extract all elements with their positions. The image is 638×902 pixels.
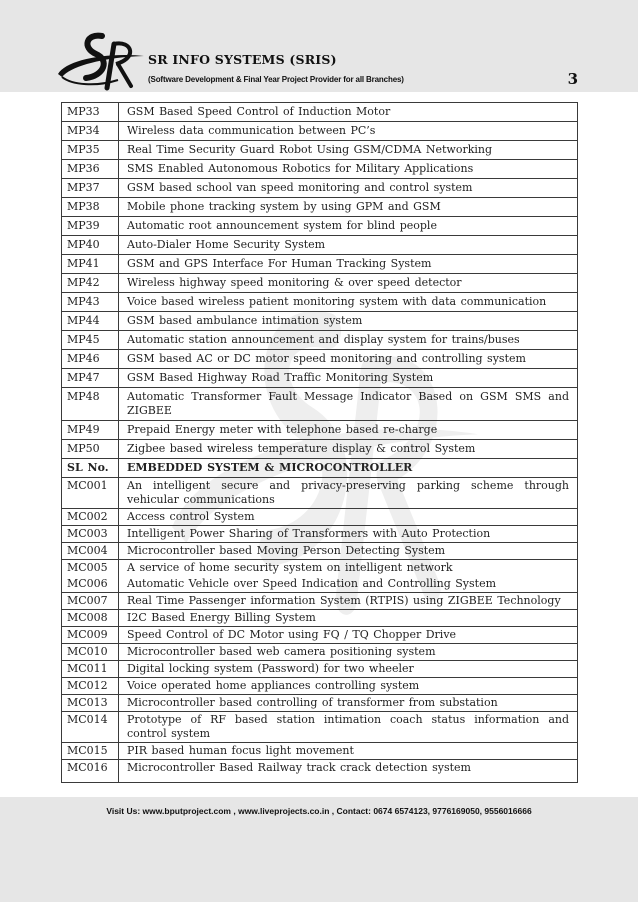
table-row <box>62 678 578 695</box>
table-row <box>62 141 578 160</box>
project-code: MC005 <box>62 560 119 577</box>
project-title: Prototype of RF based station intimation coach status information and control system <box>119 712 578 743</box>
project-code: MP50 <box>62 440 119 459</box>
table-row <box>62 312 578 331</box>
project-code: MP38 <box>62 198 119 217</box>
table-row <box>62 293 578 312</box>
project-title: Auto-Dialer Home Security System <box>119 236 578 255</box>
company-logo <box>56 30 146 92</box>
table-row <box>62 743 578 760</box>
page-number: 3 <box>567 70 578 88</box>
project-title: GSM based ambulance intimation system <box>119 312 578 331</box>
project-code: MP36 <box>62 160 119 179</box>
table-row <box>62 103 578 122</box>
project-code: MC015 <box>62 743 119 760</box>
table-row <box>62 526 578 543</box>
projects-table <box>61 102 578 783</box>
project-title: Real Time Passenger information System (RTPIS) using ZIGBEE Technology <box>119 593 578 610</box>
project-title: GSM based school van speed monitoring and control system <box>119 179 578 198</box>
project-title: Wireless highway speed monitoring & over speed detector <box>119 274 578 293</box>
project-code: MC013 <box>62 695 119 712</box>
project-title: Microcontroller based controlling of transformer from substation <box>119 695 578 712</box>
project-code: MC011 <box>62 661 119 678</box>
project-code: MP33 <box>62 103 119 122</box>
table-row <box>62 627 578 644</box>
project-code: MP41 <box>62 255 119 274</box>
table-row <box>62 695 578 712</box>
project-code: SL No. <box>62 459 119 478</box>
table-row <box>62 509 578 526</box>
project-code: MC016 <box>62 760 119 783</box>
project-title: GSM Based Speed Control of Induction Motor <box>119 103 578 122</box>
table-row <box>62 610 578 627</box>
project-title: Automatic Transformer Fault Message Indicator Based on GSM SMS and ZIGBEE <box>119 388 578 421</box>
project-code: MC009 <box>62 627 119 644</box>
project-title: Intelligent Power Sharing of Transformers with Auto Protection <box>119 526 578 543</box>
project-code: MC004 <box>62 543 119 560</box>
project-code: MC012 <box>62 678 119 695</box>
project-title: Automatic Vehicle over Speed Indication and Controlling System <box>119 576 578 593</box>
table-row <box>62 369 578 388</box>
project-code: MC001 <box>62 478 119 509</box>
project-code: MC007 <box>62 593 119 610</box>
table-row <box>62 576 578 593</box>
project-title: Microcontroller based web camera positioning system <box>119 644 578 661</box>
projects-table-body <box>62 103 578 783</box>
project-code: MP34 <box>62 122 119 141</box>
table-row <box>62 331 578 350</box>
project-title: Speed Control of DC Motor using FQ / TQ Chopper Drive <box>119 627 578 644</box>
project-title: Microcontroller based Moving Person Detecting System <box>119 543 578 560</box>
project-title: Real Time Security Guard Robot Using GSM/CDMA Networking <box>119 141 578 160</box>
table-row <box>62 712 578 743</box>
table-row <box>62 255 578 274</box>
project-code: MC008 <box>62 610 119 627</box>
project-title: SMS Enabled Autonomous Robotics for Military Applications <box>119 160 578 179</box>
project-title: Voice operated home appliances controlling system <box>119 678 578 695</box>
table-row <box>62 560 578 577</box>
project-title: Wireless data communication between PC’s <box>119 122 578 141</box>
table-row <box>62 661 578 678</box>
project-code: MC002 <box>62 509 119 526</box>
table-row <box>62 644 578 661</box>
project-code: MC006 <box>62 576 119 593</box>
table-row <box>62 478 578 509</box>
section-header-row <box>62 459 578 478</box>
project-code: MP40 <box>62 236 119 255</box>
table-row <box>62 236 578 255</box>
project-title: An intelligent secure and privacy-preserving parking scheme through vehicular communications <box>119 478 578 509</box>
project-title: Prepaid Energy meter with telephone based re-charge <box>119 421 578 440</box>
table-row <box>62 198 578 217</box>
project-code: MP47 <box>62 369 119 388</box>
project-title: PIR based human focus light movement <box>119 743 578 760</box>
company-name: SR INFO SYSTEMS (SRIS) <box>148 52 337 67</box>
project-title: Zigbee based wireless temperature display & control System <box>119 440 578 459</box>
project-title: GSM Based Highway Road Traffic Monitoring System <box>119 369 578 388</box>
table-row <box>62 440 578 459</box>
table-row <box>62 593 578 610</box>
project-title: Mobile phone tracking system by using GPM and GSM <box>119 198 578 217</box>
project-code: MP42 <box>62 274 119 293</box>
project-code: MP43 <box>62 293 119 312</box>
project-code: MP44 <box>62 312 119 331</box>
project-code: MC010 <box>62 644 119 661</box>
project-code: MC003 <box>62 526 119 543</box>
project-title: GSM and GPS Interface For Human Tracking System <box>119 255 578 274</box>
table-row <box>62 122 578 141</box>
project-code: MP35 <box>62 141 119 160</box>
project-title: Automatic station announcement and display system for trains/buses <box>119 331 578 350</box>
footer-contact-text: Visit Us: www.bputproject.com , www.liveprojects.co.in , Contact: 0674 6574123, 9776169050, 9556016666 <box>106 806 532 816</box>
project-title: Access control System <box>119 509 578 526</box>
table-row <box>62 179 578 198</box>
project-title: Voice based wireless patient monitoring system with data communication <box>119 293 578 312</box>
table-row <box>62 160 578 179</box>
project-code: MP49 <box>62 421 119 440</box>
table-row <box>62 350 578 369</box>
project-title: Automatic root announcement system for blind people <box>119 217 578 236</box>
project-code: MP37 <box>62 179 119 198</box>
company-tagline: (Software Development & Final Year Project Provider for all Branches) <box>148 75 404 84</box>
project-code: MP48 <box>62 388 119 421</box>
project-code: MC014 <box>62 712 119 743</box>
project-code: MP46 <box>62 350 119 369</box>
project-title: I2C Based Energy Billing System <box>119 610 578 627</box>
project-title: GSM based AC or DC motor speed monitoring and controlling system <box>119 350 578 369</box>
table-row <box>62 274 578 293</box>
table-row <box>62 217 578 236</box>
table-row <box>62 760 578 783</box>
project-title: Microcontroller Based Railway track crack detection system <box>119 760 578 783</box>
project-code: MP39 <box>62 217 119 236</box>
table-row <box>62 421 578 440</box>
project-title: EMBEDDED SYSTEM & MICROCONTROLLER <box>119 459 578 478</box>
table-row <box>62 543 578 560</box>
project-code: MP45 <box>62 331 119 350</box>
table-row <box>62 388 578 421</box>
project-title: A service of home security system on intelligent network <box>119 560 578 577</box>
project-title: Digital locking system (Password) for two wheeler <box>119 661 578 678</box>
